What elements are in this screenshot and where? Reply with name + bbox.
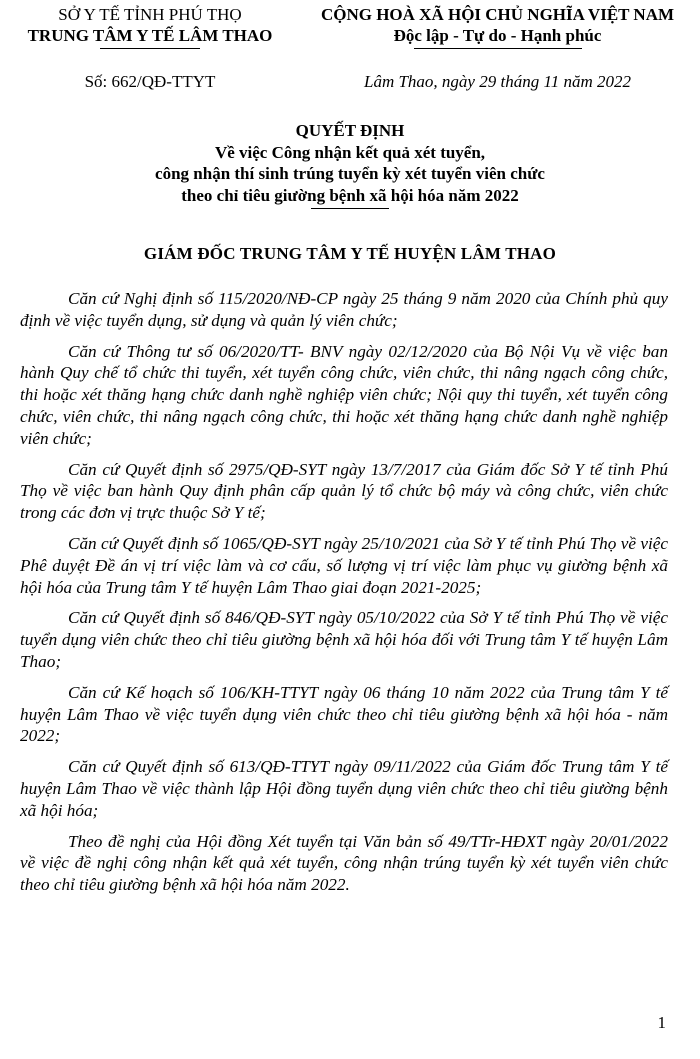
national-motto-block — [300, 4, 695, 92]
legal-basis-section — [20, 288, 668, 905]
legal-basis-paragraph: Căn cứ Quyết định số 1065/QĐ-SYT ngày 25/10/2021 của Sở Y tế tỉnh Phú Thọ về việc Phê duyệt Đề án vị trí việc làm và cơ cấu, số lượng vị trí việc làm phục vụ giường bệnh xã hội hóa của Trung tâm Y tế huyện Lâm Thao giai đoạn 2021-2025; — [20, 533, 668, 597]
national-title: CỘNG HOÀ XÃ HỘI CHỦ NGHĨA VIỆT NAM — [320, 5, 675, 24]
legal-basis-paragraph: Căn cứ Thông tư số 06/2020/TT- BNV ngày 02/12/2020 của Bộ Nội Vụ về việc ban hành Quy chế tổ chức thi tuyển, xét tuyển công chức, viên chức, thi nâng ngạch công chức, thi hoặc xét thăng hạng chức danh nghề nghiệp viên chức; Nội quy thi tuyển, xét tuyển công chức, viên chức, thi nâng ngạch công chức, thi hoặc xét thăng hạng chức danh nghề nghiệp viên chức; — [20, 341, 668, 448]
decision-heading: QUYẾT ĐỊNH — [295, 121, 405, 140]
motto-underline — [414, 48, 582, 49]
legal-basis-paragraph: Căn cứ Quyết định số 613/QĐ-TTYT ngày 09/11/2022 của Giám đốc Trung tâm Y tế huyện Lâm Thao về việc thành lập Hội đồng tuyển dụng viên chức theo chỉ tiêu giường bệnh xã hội hóa; — [20, 757, 668, 820]
parent-agency: SỞ Y TẾ TỈNH PHÚ THỌ — [58, 5, 242, 24]
page-number: 1 — [657, 1013, 666, 1032]
title-underline — [311, 208, 389, 209]
decision-title-block — [0, 120, 700, 209]
decision-subject-line-1: Về việc Công nhận kết quả xét tuyển, — [214, 142, 486, 162]
issuing-agency-block — [10, 4, 290, 92]
legal-basis-paragraph: Theo đề nghị của Hội đồng Xét tuyển tại Văn bản số 49/TTr-HĐXT ngày 20/01/2022 về việc đề nghị công nhận kết quả xét tuyển, công nhận trúng tuyển kỳ xét tuyển viên chức theo chỉ tiêu giường bệnh xã hội hóa năm 2022. — [20, 831, 668, 895]
legal-basis-paragraph: Căn cứ Quyết định số 846/QĐ-SYT ngày 05/10/2022 của Sở Y tế tỉnh Phú Thọ về việc tuyển dụng viên chức theo chỉ tiêu giường bệnh xã hội hóa đối với Trung tâm Y tế huyện Lâm Thao; — [20, 608, 668, 671]
issuing-agency: TRUNG TÂM Y TẾ LÂM THAO — [27, 26, 273, 45]
legal-basis-paragraph: Căn cứ Kế hoạch số 106/KH-TTYT ngày 06 tháng 10 năm 2022 của Trung tâm Y tế huyện Lâm Thao về việc tuyển dụng viên chức theo chỉ tiêu giường bệnh xã hội hóa - năm 2022; — [20, 682, 668, 746]
issuing-authority: GIÁM ĐỐC TRUNG TÂM Y TẾ HUYỆN LÂM THAO — [143, 244, 557, 263]
document-number: Số: 662/QĐ-TTYT — [84, 72, 216, 91]
agency-underline — [100, 48, 200, 49]
national-motto: Độc lập - Tự do - Hạnh phúc — [393, 26, 602, 45]
legal-basis-paragraph: Căn cứ Quyết định số 2975/QĐ-SYT ngày 13/7/2017 của Giám đốc Sở Y tế tỉnh Phú Thọ về việc ban hành Quy định phân cấp quản lý tổ chức bộ máy và công chức, viên chức trong các đơn vị trực thuộc Sở Y tế; — [20, 459, 668, 523]
place-date: Lâm Thao, ngày 29 tháng 11 năm 2022 — [364, 72, 631, 91]
decision-subject-line-2: công nhận thí sinh trúng tuyển kỳ xét tuyển viên chức — [155, 164, 545, 183]
legal-basis-paragraph: Căn cứ Nghị định số 115/2020/NĐ-CP ngày 25 tháng 9 năm 2020 của Chính phủ quy định về việc tuyển dụng, sử dụng và quản lý viên chức; — [20, 289, 668, 330]
decision-subject-line-3: theo chỉ tiêu giường bệnh xã hội hóa năm 2022 — [181, 185, 519, 205]
